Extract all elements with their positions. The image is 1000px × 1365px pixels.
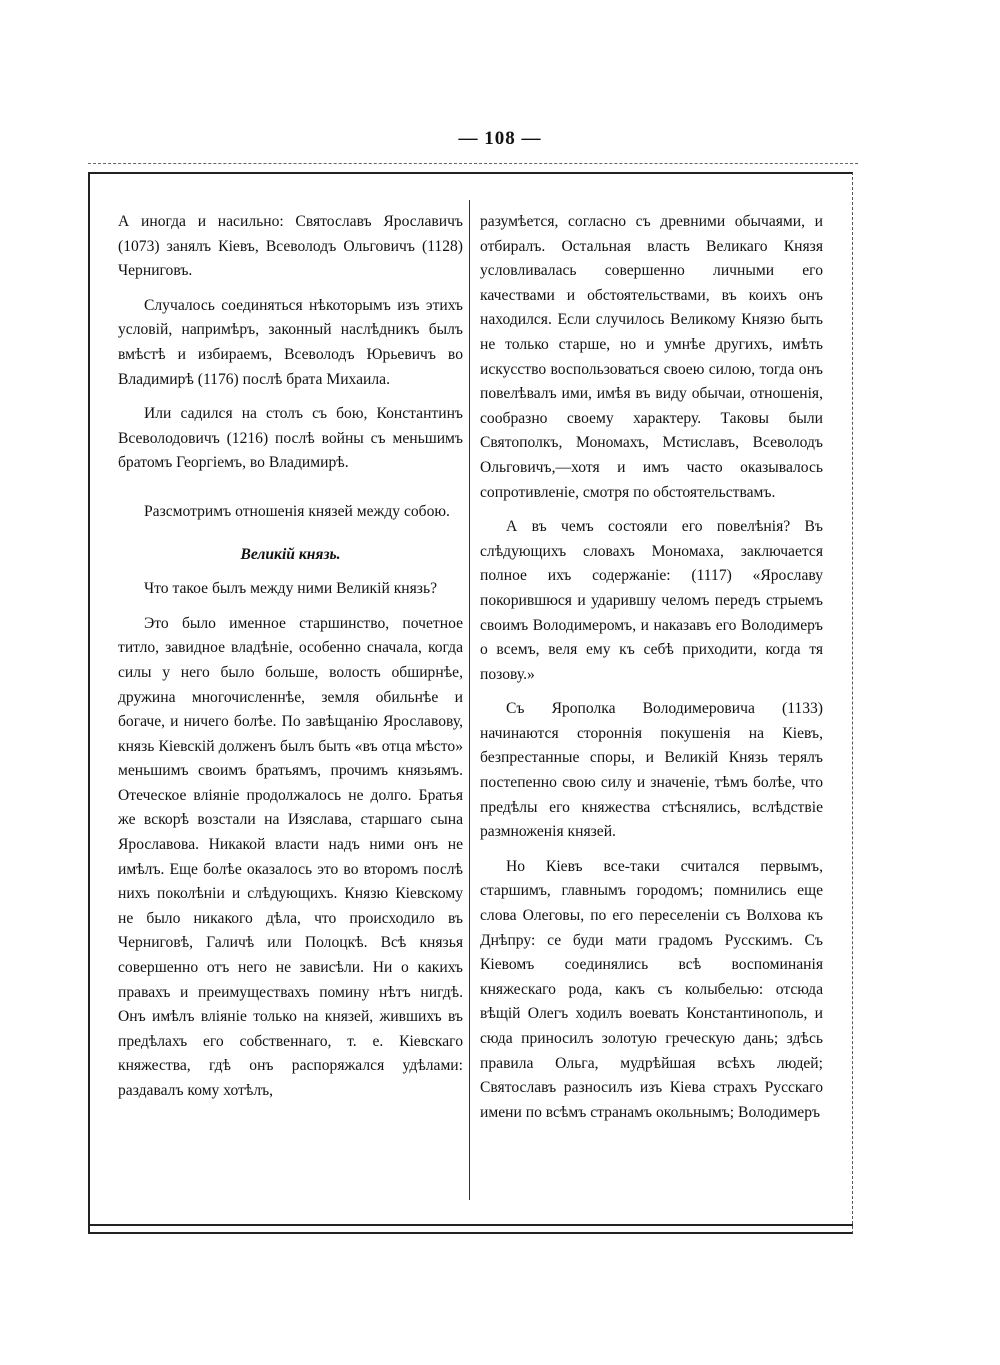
paragraph: Или садился на столъ съ бою, Константинъ Всеволодовичъ (1216) послѣ войны съ меньшимъ братомъ Георгіемъ, во Владимирѣ. <box>118 405 463 472</box>
paragraph: А въ чемъ состояли его повелѣнія? Въ слѣдующихъ словахъ Мономаха, заключается полное ихъ содержаніе: (1117) «Ярославу покорившюся и ударившу челомъ передъ стрыемъ своимъ Володимеромъ, и наказавъ его Володимеръ о всемъ, веля ему къ себѣ приходити, когда тя позову.» <box>480 518 823 683</box>
paragraph: Разсмотримъ отношенія князей между собою. <box>144 502 450 520</box>
page-number: — 108 — <box>458 128 542 149</box>
section-heading: Великій князь. <box>240 545 341 563</box>
left-column <box>118 210 463 1114</box>
top-rule <box>88 163 858 164</box>
paragraph: Случалось соединяться нѣкоторымъ изъ этихъ условій, напримѣръ, законный наслѣдникъ былъ вмѣстѣ и избираемъ, Всеволодъ Юрьевичъ во Владимирѣ (1176) послѣ брата Михаила. <box>118 296 463 388</box>
paragraph: Но Кіевъ все-таки считался первымъ, старшимъ, главнымъ городомъ; помнились еще слова Олеговы, по его переселеніи съ Волхова къ Днѣпру: се буди мати градомъ Русскимъ. Съ Кіевомъ соединялись всѣ воспоминанія княжескаго рода, какъ съ колыбелью: отсюда вѣщій Олегъ ходилъ воевать Константинополь, и сюда приносилъ золотую греческую дань; здѣсь правила Ольга, мудрѣйшая всѣхъ людей; Святославъ разносилъ изъ Кіева страхъ Русскаго имени по всѣмъ странамъ окольнымъ; Володимеръ <box>480 857 823 1121</box>
paragraph: А иногда и насильно: Святославъ Ярославичъ (1073) занялъ Кіевъ, Всеволодъ Ольговичъ (1128) Черниговъ. <box>118 213 463 280</box>
bottom-rule <box>88 1224 853 1226</box>
paragraph: Что такое былъ между ними Великій князь? <box>144 580 437 598</box>
paragraph: Это было именное старшинство, почетное титло, завидное владѣніе, особенно сначала, когда силы у него было больше, волость обширнѣе, дружина многочисленнѣе, земля обильнѣе и богаче, и ничего болѣе. По завѣщанію Ярославову, князь Кіевскій долженъ былъ быть «въ отца мѣсто» меньшимъ своимъ братьямъ, прочимъ князьямъ. Отеческое вліяніе продолжалось не долго. Братья же вскорѣ возстали на Изяслава, старшаго сына Ярославова. Никакой власти надъ ними онъ не имѣлъ. Еще болѣе оказалось это во второмъ послѣ нихъ поколѣніи и слѣдующихъ. Князю Кіевскому не было никакого дѣла, что происходило въ Черниговѣ, Галичѣ или Полоцкѣ. Всѣ князья совершенно отъ него не зависѣли. Ни о какихъ правахъ и преимуществахъ помину нѣтъ нигдѣ. Онъ имѣлъ вліяніе только на князей, жившихъ въ предѣлахъ его собственнаго, т. е. Кіевскаго княжества, гдѣ онъ распоряжался удѣлами: раздавалъ кому хотѣлъ, <box>118 614 463 1099</box>
paragraph: разумѣется, согласно съ древними обычаями, и отбиралъ. Остальная власть Великаго Князя условливалась совершенно личными его качествами и обстоятельствами, въ коихъ онъ находился. Если случилось Великому Князю быть не только старше, но и умнѣе другихъ, имѣть искусство воспользоваться своею силою, тогда онъ повелѣвалъ ими, имѣя въ виду обычаи, отношенія, сообразно своему характеру. Таковы были Святополкъ, Мономахъ, Мстиславъ, Всеволодъ Ольговичъ,—хотя и имъ часто оказывалось сопротивленіе, смотря по обстоятельствамъ. <box>480 213 823 501</box>
paragraph: Съ Ярополка Володимеровича (1133) начинаются стороннія покушенія на Кіевъ, безпрестанные споры, и Великій Князь терялъ постепенно свою силу и значеніе, тѣмъ болѣе, что предѣлы его княжества стѣснялись, вслѣдствіе размноженія князей. <box>480 700 823 841</box>
right-column <box>480 210 823 1135</box>
column-divider <box>469 200 470 1200</box>
